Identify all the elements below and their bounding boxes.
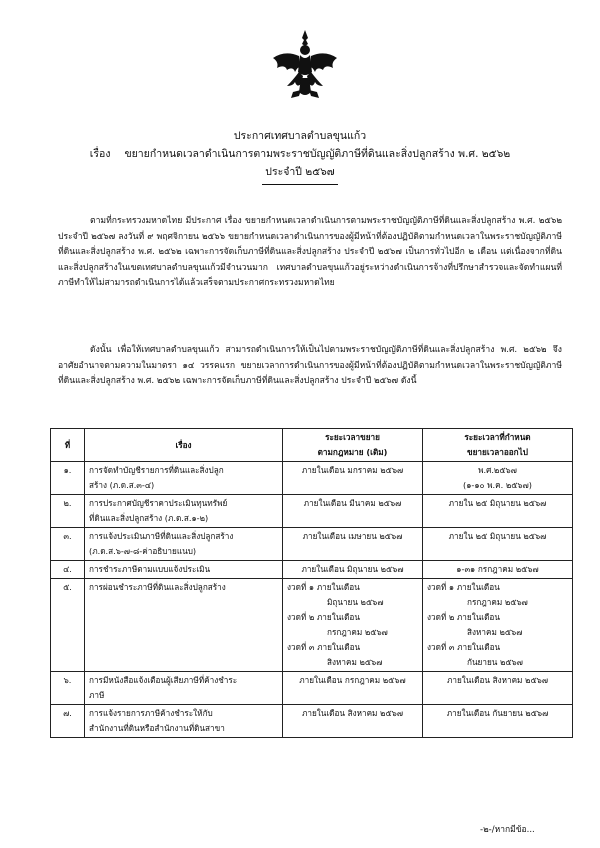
installment-label: งวดที่ ๒ ภายในเดือน xyxy=(287,612,360,622)
header-ext-line2: ขยายเวลาออกไป xyxy=(467,447,528,457)
row-legal-installments xyxy=(283,579,423,672)
row-extended-period: ภายในเดือน สิงหาคม ๒๕๖๗ xyxy=(423,672,573,705)
paragraph-2: ดังนั้น เพื่อให้เทศบาลตำบลขุนแก้ว สามารถดำเนินการให้เป็นไปตามพระราชบัญญัติภาษีที่ดินและสิ่งปลูกสร้าง พ.ศ. ๒๕๖๒ จึงอาศัยอำนาจตามความในมาตรา ๑๔ วรรคแรก ขยายเวลาการดำเนินการของผู้มีหน้าที่ต้องปฏิบัติตามกำหนดเวลาในพระราชบัญญัติภาษีที่ดินและสิ่งปลูกสร้าง พ.ศ. ๒๕๖๒ เฉพาะการจัดเก็บภาษีที่ดินและสิ่งปลูกสร้าง ประจำปี ๒๕๖๗ ดังนี้ xyxy=(58,345,562,387)
topic-line: การประกาศบัญชีราคาประเมินทุนทรัพย์ xyxy=(89,498,228,508)
garuda-emblem-icon xyxy=(271,28,339,100)
installment-month: กันยายน ๒๕๖๗ xyxy=(467,657,523,667)
header-no: ที่ xyxy=(51,429,85,462)
header-legal-period xyxy=(283,429,423,462)
topic-line: การจัดทำบัญชีรายการที่ดินและสิ่งปลูก xyxy=(89,465,224,475)
header-topic: เรื่อง xyxy=(85,429,283,462)
table-row xyxy=(51,495,573,528)
installment-label: งวดที่ ๓ ภายในเดือน xyxy=(287,642,361,652)
header-ext-line1: ระยะเวลาที่กำหนด xyxy=(464,432,531,442)
row-extended-period xyxy=(423,462,573,495)
row-no: ๓. xyxy=(51,528,85,561)
row-legal-period: ภายในเดือน มกราคม ๒๕๖๗ xyxy=(283,462,423,495)
table-row xyxy=(51,561,573,579)
row-topic xyxy=(85,462,283,495)
installment-month: สิงหาคม ๒๕๖๗ xyxy=(327,657,383,667)
row-extended-period: ภายใน ๒๕ มิถุนายน ๒๕๖๗ xyxy=(423,495,573,528)
ext-line: (๑-๑๐ พ.ค. ๒๕๖๗) xyxy=(463,480,532,490)
installment-label: งวดที่ ๓ ภายในเดือน xyxy=(427,642,501,652)
topic-line: การผ่อนชำระภาษีที่ดินและสิ่งปลูกสร้าง xyxy=(89,582,226,592)
announcement-subject xyxy=(0,146,600,162)
topic-line: สร้าง (ภ.ด.ส.๓-๔) xyxy=(89,480,155,490)
row-extended-period: ภายในเดือน กันยายน ๒๕๖๗ xyxy=(423,705,573,738)
table-row xyxy=(51,705,573,738)
installment-month: สิงหาคม ๒๕๖๗ xyxy=(467,627,523,637)
installment-label: งวดที่ ๑ ภายในเดือน xyxy=(287,582,360,592)
row-legal-period: ภายในเดือน มีนาคม ๒๕๖๗ xyxy=(283,495,423,528)
table-row xyxy=(51,579,573,672)
schedule-table xyxy=(50,428,573,738)
row-extended-installments xyxy=(423,579,573,672)
row-no: ๗. xyxy=(51,705,85,738)
topic-line: สำนักงานที่ดินหรือสำนักงานที่ดินสาขา xyxy=(89,723,225,733)
row-legal-period: ภายในเดือน กรกฎาคม ๒๕๖๗ xyxy=(283,672,423,705)
title-divider xyxy=(262,184,338,185)
topic-line: ภาษี xyxy=(89,690,105,700)
subject-label: เรื่อง xyxy=(89,148,111,160)
topic-line: การชำระภาษีตามแบบแจ้งประเมิน xyxy=(89,564,211,574)
installment-label: งวดที่ ๑ ภายในเดือน xyxy=(427,582,500,592)
table-row xyxy=(51,672,573,705)
table-row xyxy=(51,462,573,495)
table-header-row xyxy=(51,429,573,462)
header-legal-line1: ระยะเวลาขยาย xyxy=(325,432,380,442)
next-page-marker: -๒-/หากมีข้อ... xyxy=(480,825,535,835)
row-legal-period: ภายในเดือน มิถุนายน ๒๕๖๗ xyxy=(283,561,423,579)
row-no: ๖. xyxy=(51,672,85,705)
topic-line: ที่ดินและสิ่งปลูกสร้าง (ภ.ด.ส.๑-๒) xyxy=(89,513,209,523)
row-topic xyxy=(85,705,283,738)
row-topic xyxy=(85,561,283,579)
row-no: ๒. xyxy=(51,495,85,528)
installment-label: งวดที่ ๒ ภายในเดือน xyxy=(427,612,500,622)
topic-line: การแจ้งประเมินภาษีที่ดินและสิ่งปลูกสร้าง xyxy=(89,531,234,541)
row-extended-period: ๑-๓๑ กรกฎาคม ๒๕๖๗ xyxy=(423,561,573,579)
row-topic xyxy=(85,579,283,672)
announcement-org: ประกาศเทศบาลตำบลขุนแก้ว xyxy=(233,130,367,142)
row-topic xyxy=(85,495,283,528)
header-extended-period xyxy=(423,429,573,462)
row-extended-period: ภายใน ๒๕ มิถุนายน ๒๕๖๗ xyxy=(423,528,573,561)
ext-line: พ.ศ.๒๕๖๗ xyxy=(478,465,517,475)
row-no: ๑. xyxy=(51,462,85,495)
installment-month: กรกฎาคม ๒๕๖๗ xyxy=(467,597,528,607)
row-no: ๕. xyxy=(51,579,85,672)
topic-line: (ภ.ด.ส.๖-๗-๘-ค่าอธิบายแนบ) xyxy=(89,546,197,556)
row-topic xyxy=(85,528,283,561)
header-legal-line2: ตามกฎหมาย (เดิม) xyxy=(317,447,388,457)
topic-line: การมีหนังสือแจ้งเตือนผู้เสียภาษีที่ค้างชำระ xyxy=(89,675,238,685)
row-no: ๔. xyxy=(51,561,85,579)
row-legal-period: ภายในเดือน สิงหาคม ๒๕๖๗ xyxy=(283,705,423,738)
installment-month: กรกฎาคม ๒๕๖๗ xyxy=(327,627,388,637)
announcement-year: ประจำปี ๒๕๖๗ xyxy=(265,166,335,178)
installment-month: มิถุนายน ๒๕๖๗ xyxy=(327,597,384,607)
row-legal-period: ภายในเดือน เมษายน ๒๕๖๗ xyxy=(283,528,423,561)
subject-text: ขยายกำหนดเวลาดำเนินการตามพระราชบัญญัติภาษีที่ดินและสิ่งปลูกสร้าง พ.ศ. ๒๕๖๒ xyxy=(124,148,511,160)
row-topic xyxy=(85,672,283,705)
paragraph-1: ตามที่กระทรวงมหาดไทย มีประกาศ เรื่อง ขยายกำหนดเวลาดำเนินการตามพระราชบัญญัติภาษีที่ดินและสิ่งปลูกสร้าง พ.ศ. ๒๕๖๒ ประจำปี ๒๕๖๗ ลงวันที่ ๙ พฤศจิกายน ๒๕๖๖ ขยายกำหนดเวลาดำเนินการของผู้มีหน้าที่ต้องปฏิบัติตามกำหนดเวลาในพระราชบัญญัติภาษีที่ดินและสิ่งปลูกสร้าง พ.ศ. ๒๕๖๒ เฉพาะการจัดเก็บภาษีที่ดินและสิ่งปลูกสร้าง ประจำปี ๒๕๖๗ เป็นการทั่วไปอีก ๒ เดือน แต่เนื่องจากที่ดินและสิ่งปลูกสร้างในเขตเทศบาลตำบลขุนแก้วมีจำนวนมาก เทศบาลตำบลขุนแก้วอยู่ระหว่างดำเนินการจ้างที่ปรึกษาสำรวจและจัดทำแผนที่ภาษีทำให้ไม่สามารถดำเนินการได้แล้วเสร็จตามประกาศกระทรวงมหาดไทย xyxy=(58,216,562,289)
table-row xyxy=(51,528,573,561)
topic-line: การแจ้งรายการภาษีค้างชำระให้กับ xyxy=(89,708,213,718)
